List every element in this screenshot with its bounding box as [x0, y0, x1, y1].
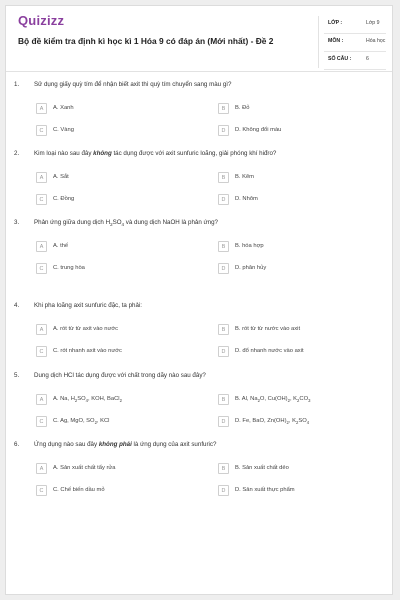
option-letter-box: D: [218, 485, 229, 496]
option-a[interactable]: [36, 103, 196, 115]
option-a[interactable]: [36, 172, 196, 184]
question-text: Kim loại nào sau đây không tác dụng được với axit sunfuric loãng, giải phóng khí hiđro?: [34, 150, 277, 157]
worksheet-title: Bộ đề kiểm tra định kì học kì 1 Hóa 9 có đáp án (Mới nhất) - Đề 2: [18, 36, 274, 46]
option-b[interactable]: [218, 172, 378, 184]
option-letter-box: B: [218, 172, 229, 183]
option-letter-box: D: [218, 194, 229, 205]
option-c[interactable]: [36, 485, 196, 497]
option-text: D. Nhôm: [235, 196, 258, 202]
meta-row-subject: [324, 34, 386, 52]
option-text: A. Na, $H_2SO_4$, KOH, BaCl$_2$: [53, 396, 122, 404]
option-letter-box: B: [218, 241, 229, 252]
option-text: D. Không đổi màu: [235, 127, 282, 133]
option-text: C. Đồng: [53, 196, 75, 202]
option-text: A. Sản xuất chất tẩy rửa: [53, 465, 116, 471]
question-number: 2.: [14, 150, 20, 157]
meta-value: Lớp 9: [366, 20, 380, 26]
meta-label: LỚP :: [328, 20, 343, 26]
worksheet-header: [6, 6, 392, 72]
option-letter-box: D: [218, 416, 229, 427]
option-letter-box: A: [36, 172, 47, 183]
question-number: 5.: [14, 372, 20, 379]
option-text: A. Xanh: [53, 105, 74, 111]
option-d[interactable]: [218, 263, 378, 275]
option-letter-box: C: [36, 125, 47, 136]
meta-value: Hóa học: [366, 38, 386, 44]
option-letter-box: B: [218, 463, 229, 474]
option-letter-box: C: [36, 263, 47, 274]
question-number: 3.: [14, 219, 20, 226]
option-c[interactable]: [36, 125, 196, 137]
option-letter-box: D: [218, 346, 229, 357]
option-a[interactable]: [36, 394, 196, 406]
option-d[interactable]: [218, 346, 378, 358]
option-letter-box: A: [36, 324, 47, 335]
option-c[interactable]: [36, 346, 196, 358]
option-b[interactable]: [218, 463, 378, 475]
option-text: C. Ag, MgO, $SO_2$, KCl: [53, 418, 110, 426]
header-divider: [318, 16, 319, 68]
option-text: D. Fe, BaO, $Zn(OH)_2$, $K_2SO_4$: [235, 418, 310, 426]
meta-label: SỐ CÂU :: [328, 56, 352, 62]
option-d[interactable]: [218, 416, 378, 428]
option-letter-box: A: [36, 463, 47, 474]
option-b[interactable]: [218, 324, 378, 336]
meta-row-class: [324, 16, 386, 34]
worksheet-page: [5, 5, 393, 595]
option-letter-box: C: [36, 485, 47, 496]
meta-value: 6: [366, 56, 369, 62]
option-letter-box: C: [36, 346, 47, 357]
question-text: Ứng dụng nào sau đây không phải là ứng dụng của axit sunfuric?: [34, 441, 217, 448]
question-number: 1.: [14, 81, 20, 88]
option-text: B. Sản xuất chất dẻo: [235, 465, 289, 471]
option-text: B. rót từ từ nước vào axit: [235, 326, 301, 332]
option-d[interactable]: [218, 485, 378, 497]
option-a[interactable]: [36, 241, 196, 253]
option-b[interactable]: [218, 241, 378, 253]
option-d[interactable]: [218, 125, 378, 137]
option-letter-box: C: [36, 416, 47, 427]
option-text: D. đổ nhanh nước vào axit: [235, 348, 304, 354]
option-b[interactable]: [218, 394, 378, 406]
question-text: Dung dịch HCl tác dụng được với chất trong dãy nào sau đây?: [34, 372, 206, 379]
option-a[interactable]: [36, 324, 196, 336]
option-letter-box: D: [218, 125, 229, 136]
option-letter-box: D: [218, 263, 229, 274]
option-letter-box: A: [36, 103, 47, 114]
option-letter-box: A: [36, 394, 47, 405]
option-text: C. Chế biến dầu mỏ: [53, 487, 105, 493]
option-letter-box: B: [218, 394, 229, 405]
option-text: B. hóa hợp: [235, 243, 264, 249]
option-text: A. Sắt: [53, 174, 69, 180]
option-c[interactable]: [36, 263, 196, 275]
option-d[interactable]: [218, 194, 378, 206]
quizizz-logo: Quizizz: [18, 13, 65, 28]
option-text: A. rót từ từ axit vào nước: [53, 326, 119, 332]
meta-table: [324, 16, 386, 70]
question-text: Phản ứng giữa dung dịch $H_2SO_4$ và dung dịch NaOH là phản ứng?: [34, 219, 218, 228]
option-c[interactable]: [36, 194, 196, 206]
option-letter-box: B: [218, 324, 229, 335]
option-letter-box: C: [36, 194, 47, 205]
option-c[interactable]: [36, 416, 196, 428]
question-text: Khi pha loãng axit sunfuric đặc, ta phải:: [34, 302, 143, 309]
option-text: D. phân hủy: [235, 265, 267, 271]
option-text: B. Kẽm: [235, 174, 255, 180]
option-letter-box: B: [218, 103, 229, 114]
option-letter-box: A: [36, 241, 47, 252]
option-text: B. Đỏ: [235, 105, 250, 111]
question-number: 6.: [14, 441, 20, 448]
question-text: Sử dụng giấy quỳ tím để nhận biết axit thì quỳ tím chuyển sang màu gì?: [34, 81, 232, 88]
option-text: A. thế: [53, 243, 69, 249]
option-b[interactable]: [218, 103, 378, 115]
option-text: D. Sản xuất thực phẩm: [235, 487, 295, 493]
option-text: C. rót nhanh axit vào nước: [53, 348, 122, 354]
option-text: C. trung hòa: [53, 265, 85, 271]
meta-row-count: [324, 52, 386, 70]
option-a[interactable]: [36, 463, 196, 475]
option-text: C. Vàng: [53, 127, 74, 133]
option-text: B. Al, $Na_2O$, $Cu(OH)_2$, $K_2CO_3$: [235, 396, 311, 404]
meta-label: MÔN :: [328, 38, 344, 44]
question-number: 4.: [14, 302, 20, 309]
